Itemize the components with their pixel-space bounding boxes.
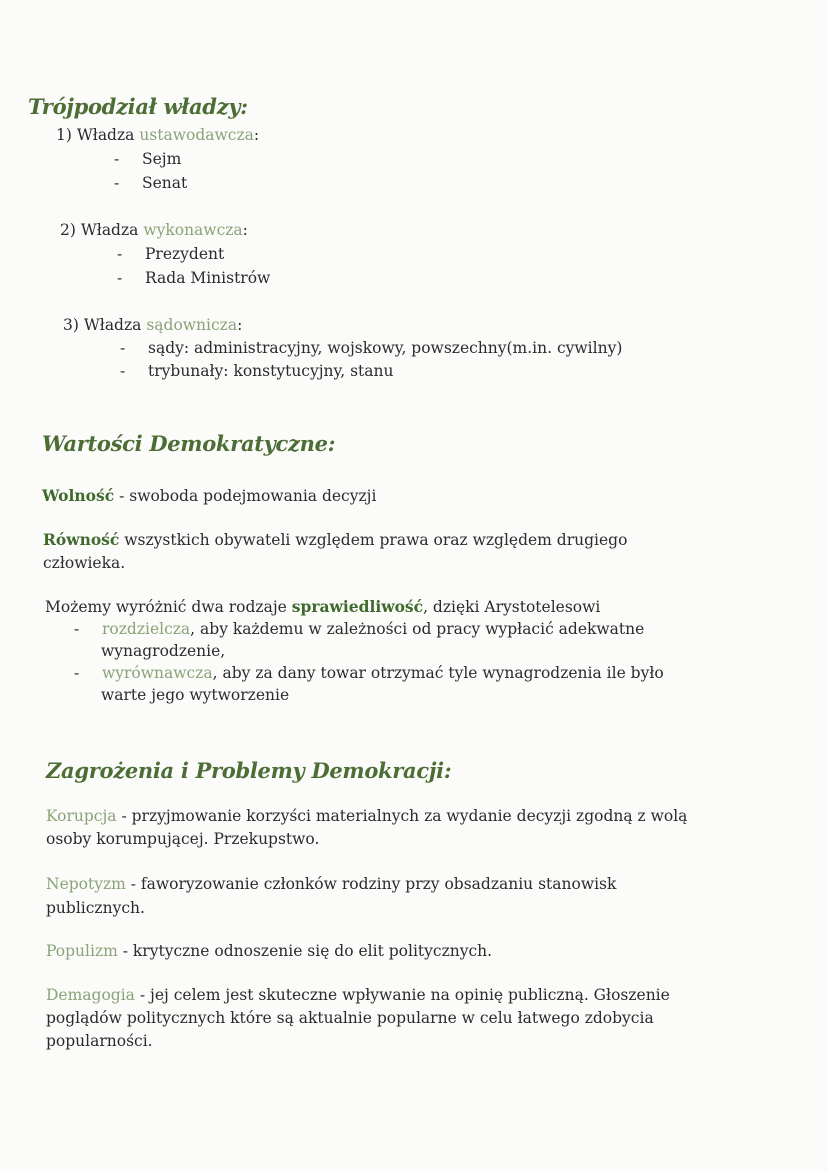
justice-kind-cont: warte jego wytworzenie [101, 686, 290, 704]
dash-bullet: - [74, 664, 80, 682]
item-number: 2) [60, 221, 76, 239]
term-rownosc: Równość [43, 530, 120, 549]
term-sprawiedliwosc: sprawiedliwość [291, 597, 424, 616]
dash-bullet: - [117, 245, 123, 263]
item-accent-term: sądownicza [146, 316, 238, 334]
kind-term: rozdzielcza [102, 620, 191, 638]
threat-text: - jej celem jest skuteczne wpływanie na opinię publiczną. Głoszenie [134, 986, 670, 1004]
item-number: 1) [56, 126, 72, 144]
tripod-item-1 [56, 125, 259, 145]
item-suffix: : [237, 316, 243, 334]
threat-definition-cont: osoby korumpującej. Przekupstwo. [46, 830, 320, 848]
kind-text: , aby za dany towar otrzymać tyle wynagrodzenia ile było [212, 664, 664, 682]
intro-text: Możemy wyróżnić dwa rodzaje [45, 598, 292, 616]
threat-definition-cont: popularności. [46, 1032, 153, 1050]
definition-text: - swoboda podejmowania decyzji [114, 487, 377, 505]
rownosc-definition [43, 530, 627, 550]
threat-definition-cont: publicznych. [46, 899, 145, 917]
tripod-item-2 [60, 220, 248, 240]
threat-term: Populizm [46, 942, 118, 960]
dash-bullet: - [120, 339, 126, 357]
threat-text: - przyjmowanie korzyści materialnych za wydanie decyzji zgodną z wolą [116, 807, 688, 825]
threat-definition [46, 874, 616, 894]
threat-definition [46, 985, 670, 1005]
sub-item-text: sądy: administracyjny, wojskowy, powszechny(m.in. cywilny) [148, 339, 623, 357]
wolnosc-definition [42, 486, 376, 506]
justice-kind-cont: wynagrodzenie, [101, 642, 226, 660]
dash-bullet: - [114, 174, 120, 192]
dash-bullet: - [74, 620, 80, 638]
item-suffix: : [242, 221, 248, 239]
threat-definition [46, 941, 492, 961]
dash-bullet: - [117, 269, 123, 287]
sub-item [117, 244, 224, 264]
sub-item [120, 338, 622, 358]
sub-item [114, 173, 187, 193]
item-prefix: Władza [83, 316, 142, 334]
definition-text: wszystkich obywateli względem prawa oraz względem drugiego [119, 531, 628, 549]
section-title-threats: Zagrożenia i Problemy Demokracji: [46, 758, 452, 783]
sub-item-text: Sejm [142, 150, 182, 168]
item-accent-term: ustawodawcza [139, 126, 254, 144]
item-prefix: Władza [76, 126, 135, 144]
threat-text: - krytyczne odnoszenie się do elit politycznych. [117, 942, 493, 960]
sub-item [117, 268, 270, 288]
kind-text: , aby każdemu w zależności od pracy wypłacić adekwatne [190, 620, 645, 638]
threat-term: Demagogia [46, 986, 135, 1004]
sub-item [120, 361, 393, 381]
item-number: 3) [63, 316, 79, 334]
justice-kind [74, 619, 644, 639]
term-wolnosc: Wolność [42, 486, 115, 505]
sub-item-text: Prezydent [145, 245, 225, 263]
section-title-tripod: Trójpodział władzy: [28, 94, 248, 119]
sub-item [114, 149, 181, 169]
justice-intro [45, 597, 600, 617]
justice-kind [74, 663, 664, 683]
threat-definition [46, 806, 687, 826]
item-prefix: Władza [80, 221, 139, 239]
dash-bullet: - [114, 150, 120, 168]
section-title-values: Wartości Demokratyczne: [42, 431, 336, 456]
rownosc-definition-cont: człowieka. [43, 554, 126, 572]
threat-term: Nepotyzm [46, 875, 126, 893]
sub-item-text: Senat [142, 174, 188, 192]
intro-text: , dzięki Arystotelesowi [423, 598, 601, 616]
kind-term: wyrównawcza [102, 664, 213, 682]
threat-text: - faworyzowanie członków rodziny przy obsadzaniu stanowisk [125, 875, 617, 893]
item-suffix: : [253, 126, 260, 144]
tripod-item-3 [63, 315, 242, 335]
dash-bullet: - [120, 362, 126, 380]
item-accent-term: wykonawcza [143, 221, 243, 239]
threat-definition-cont: poglądów politycznych które są aktualnie popularne w celu łatwego zdobycia [46, 1009, 654, 1027]
sub-item-text: trybunały: konstytucyjny, stanu [148, 362, 394, 380]
sub-item-text: Rada Ministrów [145, 269, 271, 287]
threat-term: Korupcja [46, 807, 117, 825]
